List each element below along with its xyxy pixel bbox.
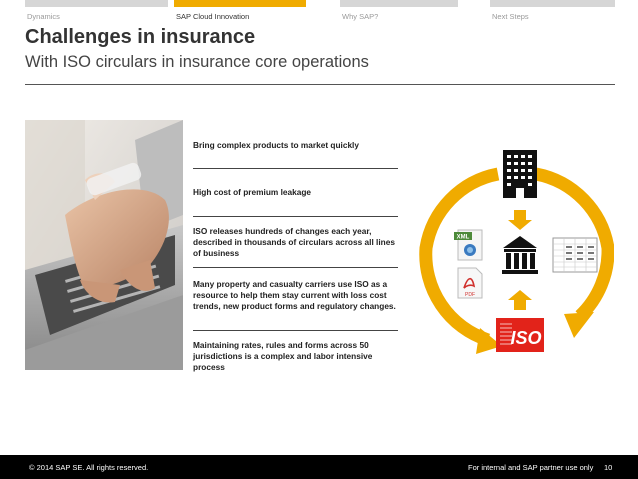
- laptop-typing-photo: [25, 120, 183, 370]
- list-divider: [193, 216, 398, 217]
- office-building-icon: [503, 150, 537, 198]
- title-divider: [25, 84, 615, 85]
- copyright-text: © 2014 SAP SE. All rights reserved.: [29, 463, 149, 472]
- xml-document-icon: [454, 230, 482, 260]
- iso-logo-label: ISO: [510, 328, 542, 348]
- up-arrow-icon: [508, 290, 532, 310]
- challenge-item: Many property and casualty carriers use ISO as a resource to help them stay current with loss cost trends, new product forms and regulatory changes.: [193, 279, 396, 311]
- xml-label: XML: [456, 234, 470, 241]
- tab-label: SAP Cloud Innovation: [176, 12, 250, 21]
- tab-label: Why SAP?: [342, 12, 379, 21]
- list-divider: [193, 267, 398, 268]
- tab-label: Dynamics: [27, 12, 60, 21]
- iso-logo-icon: [496, 318, 544, 352]
- spreadsheet-icon: [553, 238, 597, 272]
- challenge-item: Bring complex products to market quickly: [193, 140, 359, 150]
- page-number: 10: [604, 463, 613, 472]
- tab-dynamics[interactable]: [25, 0, 168, 20]
- pdf-document-icon: [458, 268, 482, 298]
- down-arrow-icon: [508, 210, 532, 230]
- page-title: Challenges in insurance: [25, 26, 256, 48]
- section-nav: [0, 0, 638, 20]
- page-subtitle: With ISO circulars in insurance core operations: [25, 53, 369, 71]
- list-divider: [193, 330, 398, 331]
- challenge-item: Maintaining rates, rules and forms across 50 jurisdictions is a complex and labor intensive process: [193, 340, 373, 372]
- iso-cycle-diagram: [418, 148, 614, 358]
- usage-notice: For internal and SAP partner use only: [468, 463, 594, 472]
- cycle-arrow-icon: [426, 174, 502, 354]
- challenge-item: High cost of premium leakage: [193, 187, 312, 197]
- tab-label: Next Steps: [492, 12, 529, 21]
- tab-next-steps[interactable]: [490, 0, 615, 20]
- tab-why-sap[interactable]: [340, 0, 458, 20]
- bank-institution-icon: [502, 236, 538, 274]
- challenge-item: ISO releases hundreds of changes each year, described in thousands of circulars across all lines of business: [193, 226, 395, 258]
- pdf-label: PDF: [465, 292, 475, 298]
- list-divider: [193, 168, 398, 169]
- tab-sap-cloud-innovation[interactable]: [174, 0, 306, 20]
- footer-bar: [0, 455, 638, 479]
